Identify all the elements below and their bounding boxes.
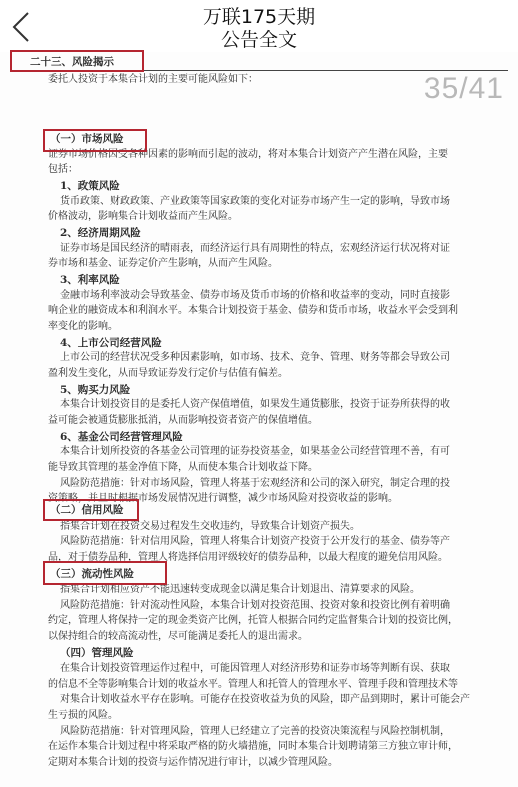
body-text-line: 证券市场价格因受各种因素的影响而引起的波动，将对本集合计划资产产生潜在风险，主要 <box>48 149 448 160</box>
highlight-box-risk-disclosure <box>10 50 144 72</box>
section-heading: 1、政策风险 <box>60 180 120 192</box>
body-text-line: 风险防范措施：针对管理风险，管理人已经建立了完善的投资决策流程与风险控制机制， <box>60 726 450 737</box>
body-text-line: 券市场和基金、证券定价产生影响，从而产生风险。 <box>48 258 278 269</box>
body-text-line: 定期对本集合计划的投资与运作情况进行审计，以减少管理风险。 <box>48 757 338 768</box>
body-text-line: 益可能会被通货膨胀抵消，从而影响投资者资产的保值增值。 <box>48 415 318 426</box>
body-text-line: 在运作本集合计划过程中将采取严格的防火墙措施，同时本集合计划聘请第三方独立审计师， <box>48 741 458 752</box>
section-heading: （二）信用风险 <box>50 504 124 516</box>
title-line-2: 公告全文 <box>220 29 297 51</box>
body-text-line: 约定，管理人将保持一定的现金类资产比例，托管人根据合同约定监督集合计划的投资比例， <box>48 615 458 626</box>
section-heading: 3、利率风险 <box>60 274 120 286</box>
body-text-line: 风险防范措施：针对信用风险，管理人将集合计划资产投资于公开发行的基金、债券等产 <box>60 536 450 547</box>
body-text-line: 的信息不全等影响集合计划的收益水平。管理人和托管人的管理水平、管理手段和管理技术等 <box>48 679 458 690</box>
body-text-line: 响企业的融资成本和利润水平。本集合计划投资于基金、债券和货币市场，收益水平会受到利 <box>48 305 458 316</box>
body-text-line: 上市公司的经营状况受多种因素影响，如市场、技术、竞争、管理、财务等都会导致公司 <box>60 352 450 363</box>
body-text-line: 风险防范措施：针对流动性风险，本集合计划对投资范围、投资对象和投资比例有着明确 <box>60 600 450 611</box>
section-heading: 6、基金公司经营管理风险 <box>60 431 183 443</box>
section-heading: （四）管理风险 <box>60 647 134 659</box>
body-text-line: 以保持组合的较高流动性，尽可能满足委托人的退出需求。 <box>48 631 308 642</box>
highlight-box-liquidity-risk <box>43 561 167 585</box>
body-text-line: 货币政策、财政政策、产业政策等国家政策的变化对证券市场产生一定的影响，导致市场 <box>60 196 450 207</box>
section-heading: 二十三、风险揭示 <box>30 56 114 68</box>
body-text-line: 能导致其管理的基金净值下降，从而使本集合计划收益下降。 <box>48 462 318 473</box>
body-text-line: 在集合计划投资管理运作过程中，可能因管理人对经济形势和证券市场等判断有误、获取 <box>60 663 450 674</box>
body-text-line: 品，对于债券品种，管理人将选择信用评级较好的债券品种，以最大程度的避免信用风险。 <box>48 552 448 563</box>
section-heading: 5、购买力风险 <box>60 384 131 396</box>
body-text-line: 指集合计划相应资产不能迅速转变成现金以满足集合计划退出、清算要求的风险。 <box>60 584 420 595</box>
section-heading: （三）流动性风险 <box>50 568 134 580</box>
section-heading: 2、经济周期风险 <box>60 227 141 239</box>
section-heading: （一）市场风险 <box>50 133 124 145</box>
highlight-box-market-risk <box>43 129 147 152</box>
page-title <box>0 6 518 52</box>
body-text-line: 盈利发生变化，从而导致证券发行定价与估值有偏差。 <box>48 368 288 379</box>
body-text-line: 风险防范措施：针对市场风险，管理人将基于宏观经济和公司的深入研究，制定合理的投 <box>60 478 450 489</box>
title-line-1: 万联175天期 <box>202 6 316 28</box>
body-text-line: 本集合计划所投资的各基金公司管理的证券投资基金，如果基金公司经营管理不善，有可 <box>60 446 450 457</box>
body-text-line: 对集合计划收益水平存在影响。可能存在投资收益为负的风险，即产品到期时，累计可能会产 <box>60 694 470 705</box>
highlight-box-credit-risk <box>43 499 139 521</box>
body-text-line: 率变化的影响。 <box>48 321 118 332</box>
body-text-line: 证券市场是国民经济的晴雨表，而经济运行具有周期性的特点，宏观经济运行状况将对证 <box>60 243 450 254</box>
body-text-line: 资策略，并且时根据市场发展情况进行调整，减少市场风险对投资收益的影响。 <box>48 493 398 504</box>
body-text-line: 委托人投资于本集合计划的主要可能风险如下： <box>48 74 258 85</box>
body-text-line: 包括： <box>48 164 78 175</box>
body-text-line: 指集合计划在投资交易过程发生交收违约，导致集合计划资产损失。 <box>60 521 360 532</box>
section-heading: 4、上市公司经营风险 <box>60 337 162 349</box>
body-text-line: 本集合计划投资目的是委托人资产保值增值，如果发生通货膨胀，投资于证券所获得的收 <box>60 399 450 410</box>
body-text-line: 价格波动，影响集合计划收益而产生风险。 <box>48 211 238 222</box>
page-counter: 35/41 <box>423 72 504 105</box>
body-text-line: 金融市场利率波动会导致基金、债券市场及货币市场的价格和收益率的变动，同时直接影 <box>60 290 450 301</box>
body-text-line: 生亏损的风险。 <box>48 710 118 721</box>
